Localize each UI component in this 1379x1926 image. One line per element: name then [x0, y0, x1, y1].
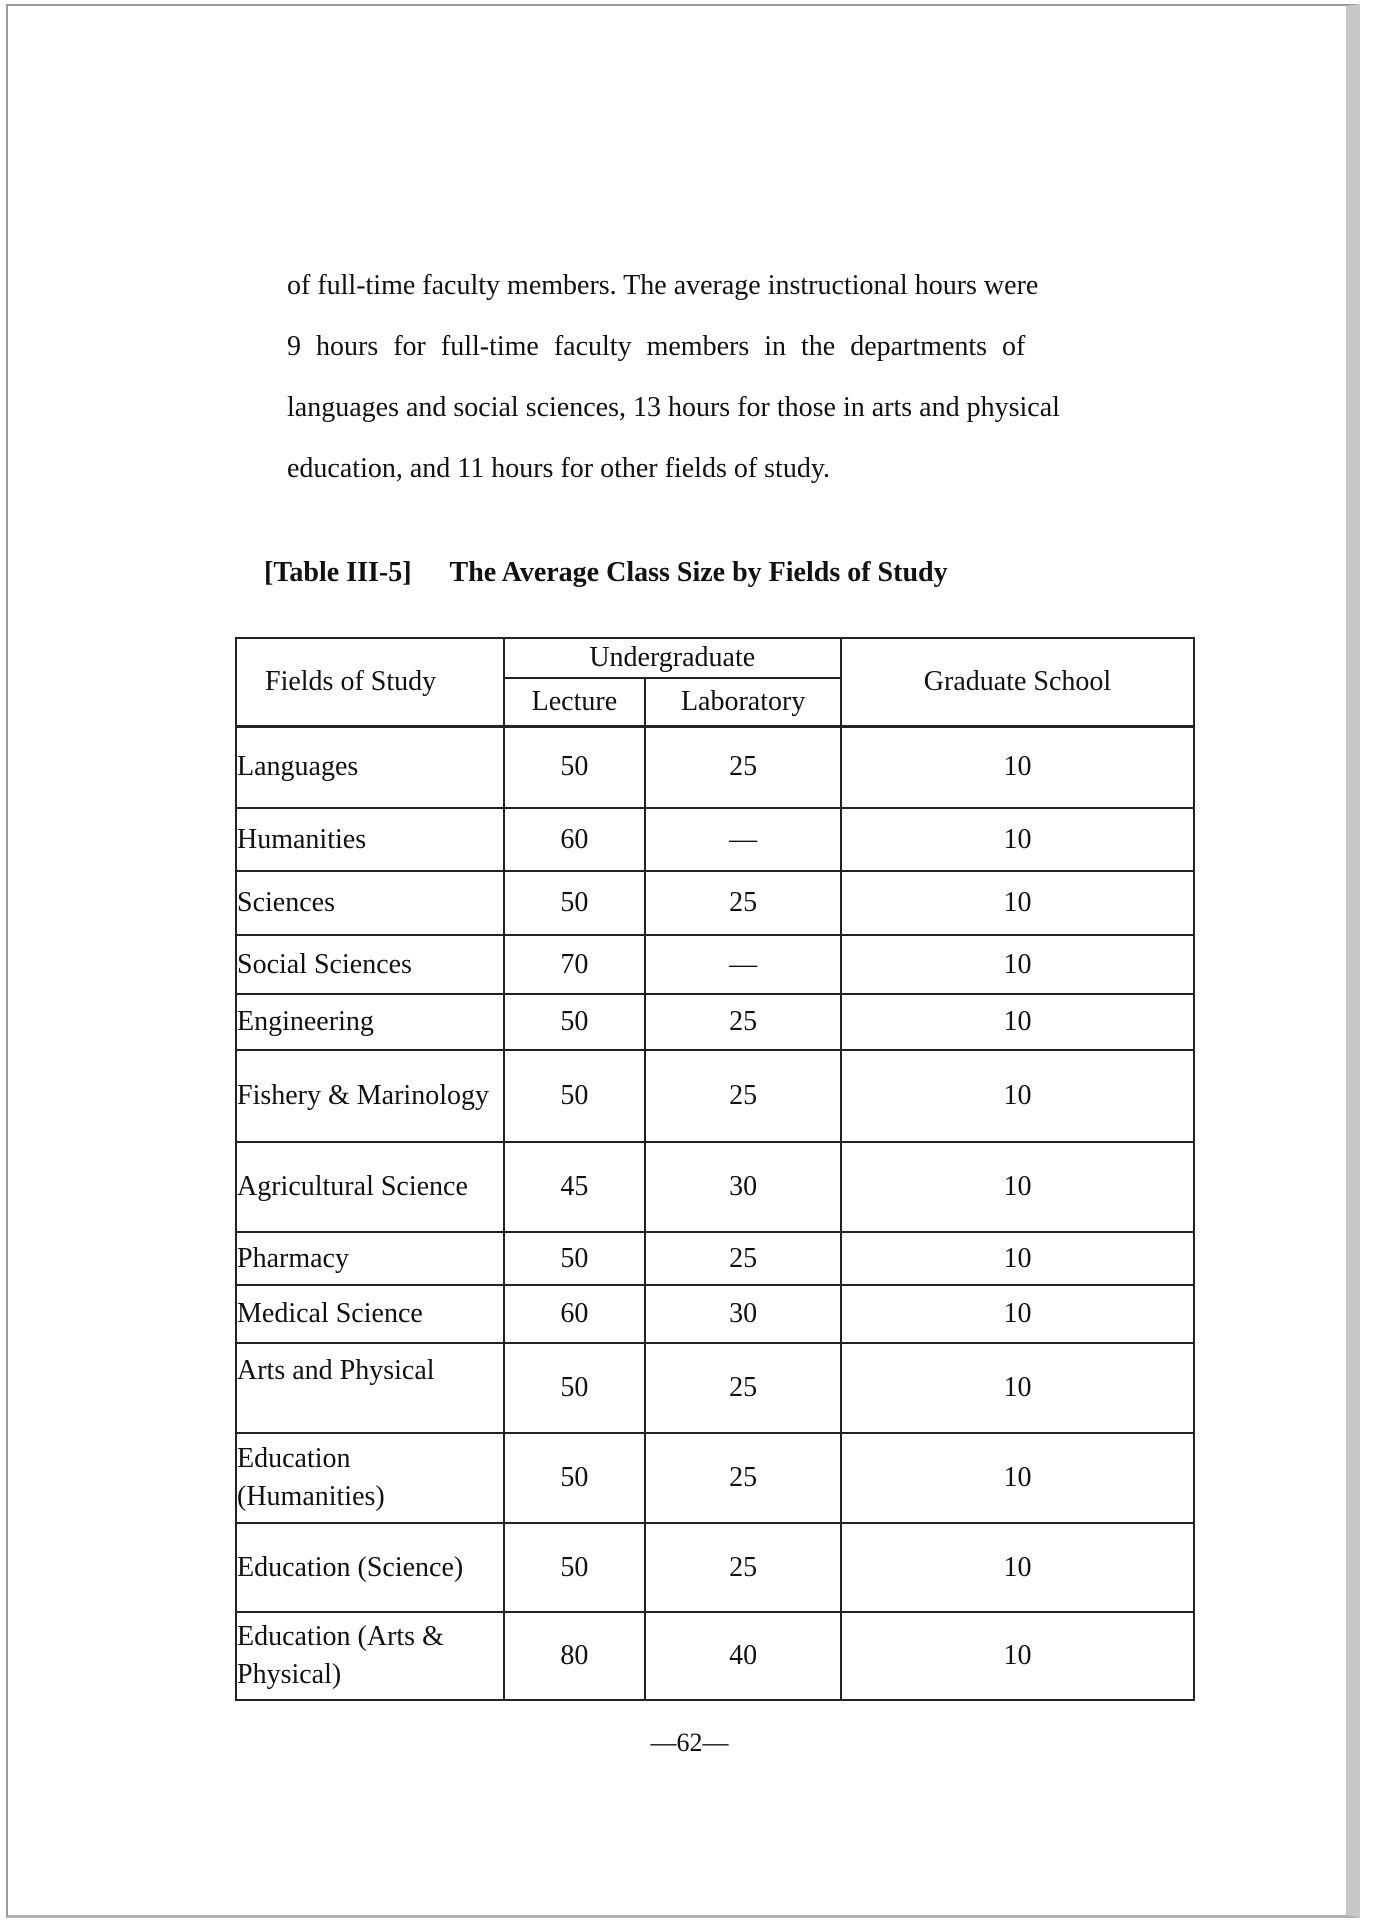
graduate-cell: 10 [841, 871, 1194, 935]
header-laboratory: Laboratory [645, 678, 841, 726]
laboratory-cell: 30 [645, 1285, 841, 1343]
laboratory-cell: 25 [645, 1523, 841, 1612]
field-cell: Humanities [236, 808, 504, 871]
table-id: [Table III-5] [264, 557, 412, 588]
laboratory-cell: — [645, 808, 841, 871]
class-size-table [235, 637, 1195, 1701]
field-cell: Social Sciences [236, 935, 504, 994]
table-row [236, 1142, 1194, 1232]
graduate-cell: 10 [841, 994, 1194, 1050]
table-caption [264, 557, 948, 589]
table-row [236, 808, 1194, 871]
field-cell: Pharmacy [236, 1232, 504, 1285]
lecture-cell: 80 [504, 1612, 646, 1700]
table-row [236, 1612, 1194, 1700]
field-cell: Education (Humanities) [236, 1433, 504, 1523]
laboratory-cell: 25 [645, 726, 841, 808]
laboratory-cell: 30 [645, 1142, 841, 1232]
field-cell: Engineering [236, 994, 504, 1050]
body-text-line: of full-time faculty members. The average instructional hours were [287, 270, 1039, 301]
header-graduate-school: Graduate School [841, 638, 1194, 726]
laboratory-cell: 25 [645, 1232, 841, 1285]
header-fields-of-study: Fields of Study [236, 638, 504, 726]
lecture-cell: 60 [504, 808, 646, 871]
graduate-cell: 10 [841, 808, 1194, 871]
lecture-cell: 60 [504, 1285, 646, 1343]
graduate-cell: 10 [841, 726, 1194, 808]
graduate-cell: 10 [841, 1523, 1194, 1612]
laboratory-cell: 25 [645, 994, 841, 1050]
graduate-cell: 10 [841, 935, 1194, 994]
laboratory-cell: — [645, 935, 841, 994]
body-text-line: languages and social sciences, 13 hours for those in arts and physical [287, 392, 1060, 423]
page-number: —62— [650, 1728, 729, 1757]
header-undergraduate: Undergraduate [504, 638, 841, 678]
field-cell: Medical Science [236, 1285, 504, 1343]
field-cell: Sciences [236, 871, 504, 935]
lecture-cell: 45 [504, 1142, 646, 1232]
table-title: The Average Class Size by Fields of Study [449, 557, 948, 588]
field-cell: Education (Science) [236, 1523, 504, 1612]
graduate-cell: 10 [841, 1433, 1194, 1523]
field-cell: Fishery & Marinology [236, 1050, 504, 1142]
lecture-cell: 50 [504, 1343, 646, 1433]
graduate-cell: 10 [841, 1232, 1194, 1285]
table-row [236, 1343, 1194, 1433]
field-cell: Arts and Physical [236, 1343, 504, 1433]
table-row [236, 1050, 1194, 1142]
body-text-line: education, and 11 hours for other fields of study. [287, 453, 831, 484]
lecture-cell: 50 [504, 1232, 646, 1285]
table-row [236, 1285, 1194, 1343]
lecture-cell: 50 [504, 1523, 646, 1612]
laboratory-cell: 40 [645, 1612, 841, 1700]
table-row [236, 935, 1194, 994]
lecture-cell: 70 [504, 935, 646, 994]
graduate-cell: 10 [841, 1050, 1194, 1142]
lecture-cell: 50 [504, 1433, 646, 1523]
table-row [236, 871, 1194, 935]
field-cell: Languages [236, 726, 504, 808]
table-row [236, 726, 1194, 808]
lecture-cell: 50 [504, 726, 646, 808]
table-row [236, 1232, 1194, 1285]
lecture-cell: 50 [504, 871, 646, 935]
graduate-cell: 10 [841, 1142, 1194, 1232]
graduate-cell: 10 [841, 1612, 1194, 1700]
graduate-cell: 10 [841, 1285, 1194, 1343]
table-row [236, 994, 1194, 1050]
laboratory-cell: 25 [645, 871, 841, 935]
body-text-line: 9 hours for full-time faculty members in the departments of [287, 331, 1026, 362]
laboratory-cell: 25 [645, 1433, 841, 1523]
laboratory-cell: 25 [645, 1343, 841, 1433]
field-cell: Agricultural Science [236, 1142, 504, 1232]
lecture-cell: 50 [504, 1050, 646, 1142]
graduate-cell: 10 [841, 1343, 1194, 1433]
field-cell: Education (Arts & Physical) [236, 1612, 504, 1700]
table-row [236, 1433, 1194, 1523]
laboratory-cell: 25 [645, 1050, 841, 1142]
header-lecture: Lecture [504, 678, 646, 726]
table-row [236, 1523, 1194, 1612]
lecture-cell: 50 [504, 994, 646, 1050]
